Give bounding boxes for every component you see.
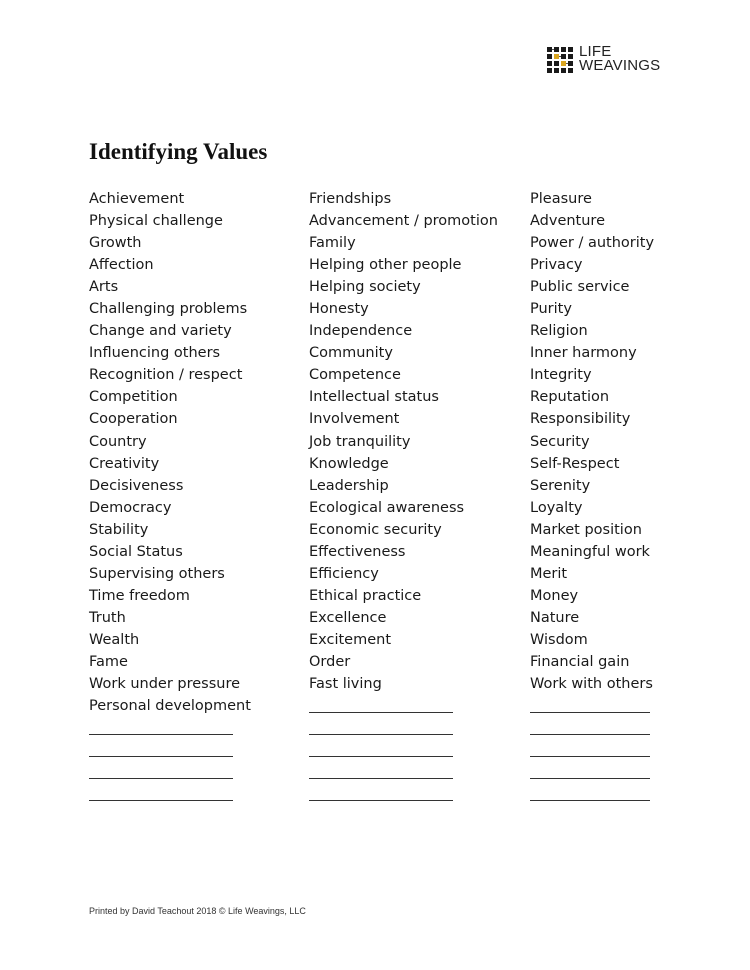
blank-write-in-line <box>309 783 498 805</box>
value-item: Excellence <box>309 609 387 626</box>
value-item: Physical challenge <box>89 213 223 230</box>
value-item: Intellectual status <box>309 389 439 406</box>
value-item: Serenity <box>530 477 591 494</box>
value-item: Competition <box>89 389 178 406</box>
value-item: Job tranquility <box>309 433 411 450</box>
values-column-2 <box>309 188 498 805</box>
value-item: Fame <box>89 653 128 670</box>
value-item: Social Status <box>89 543 183 560</box>
value-item: Decisiveness <box>89 477 184 494</box>
value-item: Public service <box>530 279 630 296</box>
page-title: Identifying Values <box>89 139 268 164</box>
value-item: Power / authority <box>530 235 655 252</box>
value-item: Excitement <box>309 631 392 648</box>
value-item: Work with others <box>530 676 653 693</box>
value-item: Cooperation <box>89 411 178 428</box>
value-item: Order <box>309 653 351 670</box>
value-item: Helping other people <box>309 257 462 274</box>
value-item: Responsibility <box>530 411 631 428</box>
value-item: Recognition / respect <box>89 367 243 384</box>
value-item: Leadership <box>309 477 389 494</box>
value-item: Friendships <box>309 191 392 207</box>
blank-write-in-line <box>89 739 251 761</box>
blank-write-in-line <box>309 717 498 739</box>
blank-write-in-line <box>309 761 498 783</box>
value-item: Personal development <box>89 698 251 715</box>
value-item: Market position <box>530 521 642 538</box>
weave-logo-icon <box>546 46 575 75</box>
value-item: Honesty <box>309 301 369 318</box>
value-item: Democracy <box>89 499 172 516</box>
value-item: Integrity <box>530 367 592 384</box>
value-item: Truth <box>89 609 126 626</box>
value-item: Nature <box>530 609 580 626</box>
value-item: Challenging problems <box>89 301 248 318</box>
values-column-3 <box>530 188 654 805</box>
value-item: Effectiveness <box>309 543 406 560</box>
blank-write-in-line <box>530 717 654 739</box>
value-item: Wealth <box>89 631 140 648</box>
value-item: Self-Respect <box>530 455 620 472</box>
value-item: Knowledge <box>309 455 389 472</box>
value-item: Country <box>89 433 147 450</box>
value-item: Advancement / promotion <box>309 213 498 230</box>
logo-line-2: WEAVINGS <box>579 57 661 74</box>
value-item: Influencing others <box>89 345 221 362</box>
value-item: Supervising others <box>89 565 225 582</box>
value-item: Arts <box>89 279 119 296</box>
value-item: Money <box>530 587 579 604</box>
value-item: Efficiency <box>309 565 379 582</box>
life-weavings-logo <box>546 45 676 77</box>
value-item: Financial gain <box>530 653 630 670</box>
blank-write-in-line <box>89 717 251 739</box>
value-item: Reputation <box>530 389 610 406</box>
value-item: Fast living <box>309 676 382 693</box>
value-item: Ecological awareness <box>309 499 465 516</box>
value-item: Competence <box>309 367 401 384</box>
blank-write-in-line <box>530 761 654 783</box>
value-item: Family <box>309 235 356 252</box>
print-footer: Printed by David Teachout 2018 © Life Weavings, LLC <box>89 906 306 916</box>
value-item: Work under pressure <box>89 676 241 693</box>
blank-write-in-line <box>530 783 654 805</box>
logo-wordmark <box>579 45 660 73</box>
value-item: Time freedom <box>89 587 190 604</box>
value-item: Achievement <box>89 191 185 207</box>
blank-write-in-line <box>89 761 251 783</box>
blank-write-in-line <box>530 739 654 761</box>
value-item: Privacy <box>530 257 583 274</box>
value-item: Meaningful work <box>530 543 650 560</box>
blank-write-in-line <box>309 695 498 717</box>
value-item: Loyalty <box>530 499 583 516</box>
value-item: Purity <box>530 301 572 318</box>
value-item: Ethical practice <box>309 587 422 604</box>
value-item: Adventure <box>530 213 605 230</box>
value-item: Helping society <box>309 279 421 296</box>
blank-write-in-line <box>530 695 654 717</box>
value-item: Religion <box>530 323 588 340</box>
value-item: Security <box>530 433 590 450</box>
value-item: Independence <box>309 323 413 340</box>
blank-write-in-line <box>309 739 498 761</box>
logo-line-1: LIFE <box>579 43 612 60</box>
value-item: Stability <box>89 521 149 538</box>
value-item: Affection <box>89 257 154 274</box>
value-item: Wisdom <box>530 631 588 648</box>
value-item: Economic security <box>309 521 442 538</box>
value-item: Community <box>309 345 393 362</box>
value-item: Creativity <box>89 455 160 472</box>
value-item: Growth <box>89 235 142 252</box>
blank-write-in-line <box>89 783 251 805</box>
value-item: Inner harmony <box>530 345 637 362</box>
value-item: Involvement <box>309 411 400 428</box>
values-column-1 <box>89 188 251 805</box>
value-item: Pleasure <box>530 191 592 207</box>
value-item: Change and variety <box>89 323 232 340</box>
value-item: Merit <box>530 565 568 582</box>
